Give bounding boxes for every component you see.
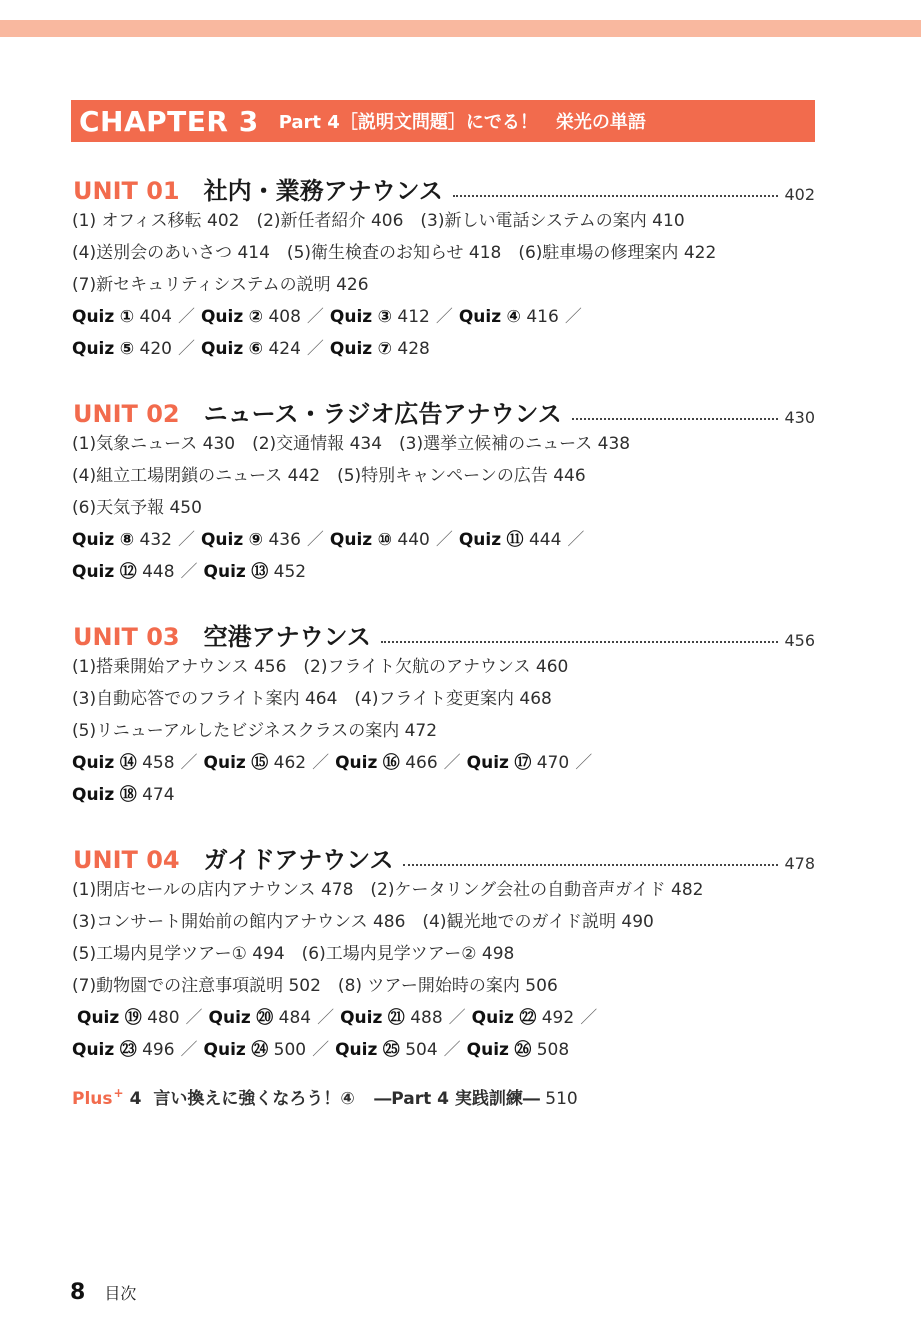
unit-number: UNIT 02	[73, 400, 180, 428]
separator-slash: ／	[435, 307, 453, 327]
quiz-number: ⑯	[382, 753, 400, 773]
quiz-link[interactable]	[330, 530, 430, 550]
unit-heading[interactable]	[73, 839, 815, 875]
separator-slash: ／	[306, 339, 324, 359]
quiz-label: Quiz	[458, 530, 502, 550]
quiz-number: ⑰	[514, 753, 532, 773]
quiz-link[interactable]	[204, 562, 307, 582]
quiz-page: 470	[536, 753, 570, 773]
quiz-link[interactable]	[335, 753, 438, 773]
unit-heading[interactable]	[73, 616, 815, 652]
separator-slash: ／	[317, 1008, 335, 1028]
leader-dots	[453, 195, 779, 197]
quiz-label: Quiz	[72, 562, 115, 582]
separator-slash: ／	[443, 1040, 461, 1060]
quiz-row	[72, 528, 590, 552]
separator-slash: ／	[443, 753, 461, 773]
plus-word: Plus	[72, 1089, 113, 1109]
quiz-number: ⑨	[248, 530, 264, 550]
quiz-number: ⑬	[251, 562, 269, 582]
quiz-link[interactable]	[459, 307, 559, 327]
separator-slash: ／	[435, 530, 453, 550]
unit-heading[interactable]	[73, 393, 815, 429]
quiz-link[interactable]	[201, 307, 301, 327]
quiz-page: 504	[405, 1040, 438, 1060]
quiz-label: Quiz	[203, 1040, 246, 1060]
toc-entry-line[interactable]: (1) オフィス移転 402 (2)新任者紹介 406 (3)新しい電話システムの案内 410	[72, 211, 685, 231]
quiz-label: Quiz	[200, 339, 244, 359]
leader-dots	[572, 418, 779, 420]
quiz-number: ㉓	[119, 1040, 137, 1060]
unit-heading[interactable]	[73, 170, 815, 206]
quiz-number: ⑲	[124, 1008, 142, 1028]
quiz-label: Quiz	[208, 1008, 251, 1028]
toc-entry-line[interactable]: (7)新セキュリティシステムの説明 426	[72, 275, 369, 295]
separator-slash: ／	[177, 307, 195, 327]
quiz-label: Quiz	[203, 562, 246, 582]
quiz-page: 480	[147, 1008, 180, 1028]
quiz-link[interactable]	[459, 530, 562, 550]
quiz-page: 436	[268, 530, 301, 550]
quiz-row	[72, 337, 430, 361]
quiz-page: 408	[268, 307, 301, 327]
toc-entry-line[interactable]: (3)コンサート開始前の館内アナウンス 486 (4)観光地でのガイド説明 490	[72, 912, 654, 932]
quiz-link[interactable]	[77, 1008, 180, 1028]
quiz-page: 474	[142, 785, 175, 805]
plus-suffix	[374, 1089, 540, 1109]
unit-title: ニュース・ラジオ広告アナウンス	[203, 400, 562, 428]
quiz-label: Quiz	[72, 339, 115, 359]
unit-page-number: 402	[784, 185, 815, 204]
unit-number: UNIT 03	[73, 623, 180, 651]
separator-slash: ／	[564, 307, 582, 327]
quiz-page: 492	[541, 1008, 575, 1028]
quiz-number: ⑮	[251, 753, 269, 773]
quiz-row	[72, 751, 598, 775]
quiz-link[interactable]	[72, 562, 175, 582]
quiz-page: 496	[142, 1040, 175, 1060]
quiz-number: ①	[119, 307, 135, 327]
quiz-label: Quiz	[471, 1008, 514, 1028]
quiz-label: Quiz	[72, 307, 115, 327]
separator-slash: ／	[575, 753, 593, 773]
quiz-label: Quiz	[329, 307, 373, 327]
quiz-page: 416	[526, 307, 559, 327]
quiz-link[interactable]	[201, 339, 301, 359]
quiz-page: 440	[397, 530, 430, 550]
toc-entry-line[interactable]: (3)自動応答でのフライト案内 464 (4)フライト変更案内 468	[72, 689, 552, 709]
unit-number: UNIT 01	[73, 177, 180, 205]
quiz-label: Quiz	[329, 339, 373, 359]
quiz-label: Quiz	[200, 307, 244, 327]
plus-entry[interactable]	[72, 1086, 578, 1112]
quiz-link[interactable]	[72, 530, 172, 550]
quiz-row	[72, 1038, 569, 1062]
quiz-number: ㉖	[514, 1040, 532, 1060]
toc-entry-line[interactable]: (4)組立工場閉鎖のニュース 442 (5)特別キャンペーンの広告 446	[72, 466, 586, 486]
quiz-page: 428	[397, 339, 430, 359]
separator-slash: ／	[312, 1040, 330, 1060]
quiz-row	[72, 783, 175, 807]
quiz-number: ⑳	[256, 1008, 274, 1028]
quiz-page: 444	[528, 530, 562, 550]
quiz-page: 448	[142, 562, 175, 582]
separator-slash: ／	[180, 1040, 198, 1060]
quiz-label: Quiz	[72, 753, 115, 773]
quiz-label: Quiz	[200, 530, 244, 550]
separator-slash: ／	[567, 530, 585, 550]
quiz-label: Quiz	[72, 530, 115, 550]
plus-page: 510	[545, 1089, 578, 1109]
quiz-number: ⑩	[377, 530, 392, 550]
quiz-link[interactable]	[72, 339, 172, 359]
quiz-label: Quiz	[466, 753, 509, 773]
quiz-link[interactable]	[72, 753, 175, 773]
quiz-page: 484	[278, 1008, 312, 1028]
quiz-link[interactable]	[72, 1040, 175, 1060]
separator-slash: ／	[580, 1008, 598, 1028]
leader-dots	[381, 641, 779, 643]
top-decorative-stripe	[0, 20, 921, 37]
separator-slash: ／	[306, 307, 324, 327]
quiz-link[interactable]	[330, 339, 430, 359]
quiz-page: 458	[142, 753, 175, 773]
quiz-link[interactable]	[204, 1040, 307, 1060]
quiz-number: ⑤	[119, 339, 135, 359]
separator-slash: ／	[312, 753, 330, 773]
separator-slash: ／	[177, 530, 195, 550]
separator-slash: ／	[180, 562, 198, 582]
quiz-link[interactable]	[467, 1040, 570, 1060]
unit-title: 空港アナウンス	[203, 623, 371, 651]
quiz-link[interactable]	[467, 753, 570, 773]
chapter-label: CHAPTER 3	[79, 104, 259, 138]
quiz-page: 404	[139, 307, 172, 327]
quiz-link[interactable]	[472, 1008, 575, 1028]
quiz-link[interactable]	[330, 307, 430, 327]
quiz-page: 466	[405, 753, 438, 773]
quiz-number: ②	[248, 307, 264, 327]
separator-slash: ／	[180, 753, 198, 773]
separator-slash: ／	[185, 1008, 203, 1028]
leader-dots	[403, 864, 778, 866]
plus-title: 言い換えに強くなろう！④	[153, 1089, 355, 1109]
quiz-link[interactable]	[72, 785, 175, 805]
quiz-label: Quiz	[458, 307, 502, 327]
quiz-number: ㉑	[387, 1008, 405, 1028]
quiz-link[interactable]	[201, 530, 301, 550]
quiz-page: 412	[397, 307, 430, 327]
footer-label: 目次	[104, 1284, 137, 1303]
chapter-title: Part 4［説明文問題］にでる！ 栄光の単語	[278, 112, 646, 133]
quiz-link[interactable]	[340, 1008, 443, 1028]
quiz-page: 420	[139, 339, 172, 359]
quiz-row	[72, 305, 588, 329]
quiz-link[interactable]	[204, 753, 307, 773]
quiz-label: Quiz	[72, 1040, 115, 1060]
toc-entry-line[interactable]: (1)搭乗開始アナウンス 456 (2)フライト欠航のアナウンス 460	[72, 657, 569, 677]
page-number: 8	[70, 1280, 86, 1305]
quiz-page: 508	[536, 1040, 570, 1060]
quiz-label: Quiz	[72, 785, 115, 805]
quiz-label: Quiz	[335, 1040, 378, 1060]
toc-entry-line[interactable]: (5)工場内見学ツアー① 494 (6)工場内見学ツアー② 498	[72, 944, 515, 964]
quiz-page: 424	[268, 339, 301, 359]
quiz-number: ④	[506, 307, 521, 327]
quiz-link[interactable]	[72, 307, 172, 327]
separator-slash: ／	[448, 1008, 466, 1028]
toc-entry-line[interactable]: (1)閉店セールの店内アナウンス 478 (2)ケータリング会社の自動音声ガイド 482	[72, 880, 704, 900]
quiz-label: Quiz	[466, 1040, 509, 1060]
quiz-page: 500	[273, 1040, 307, 1060]
quiz-number: ㉒	[519, 1008, 537, 1028]
page-footer	[70, 1280, 136, 1305]
quiz-page: 452	[273, 562, 307, 582]
plus-superscript: +	[113, 1086, 124, 1100]
quiz-number: ㉕	[382, 1040, 400, 1060]
quiz-label: Quiz	[335, 753, 378, 773]
quiz-page: 462	[273, 753, 307, 773]
unit-number: UNIT 04	[73, 846, 180, 874]
unit-title: 社内・業務アナウンス	[203, 177, 443, 205]
unit-title: ガイドアナウンス	[203, 846, 394, 874]
plus-number: 4	[129, 1089, 142, 1109]
quiz-number: ⑭	[119, 753, 137, 773]
separator-slash: ／	[306, 530, 324, 550]
toc-entry-line[interactable]: (1)気象ニュース 430 (2)交通情報 434 (3)選挙立候補のニュース 438	[72, 434, 631, 454]
quiz-label: Quiz	[77, 1008, 120, 1028]
quiz-number: ㉔	[251, 1040, 269, 1060]
unit-page-number: 478	[784, 854, 815, 873]
quiz-link[interactable]	[335, 1040, 438, 1060]
quiz-page: 432	[139, 530, 172, 550]
quiz-label: Quiz	[340, 1008, 383, 1028]
quiz-page: 488	[410, 1008, 443, 1028]
unit-page-number: 430	[784, 408, 815, 427]
plus-suffix-text: ―Part 4 実践訓練―	[374, 1089, 540, 1109]
chapter-banner	[71, 100, 815, 142]
toc-entry-line[interactable]: (4)送別会のあいさつ 414 (5)衛生検査のお知らせ 418 (6)駐車場の修理案内 422	[72, 243, 717, 263]
quiz-number: ⑥	[248, 339, 264, 359]
unit-page-number: 456	[784, 631, 815, 650]
toc-entry-line[interactable]: (6)天気予報 450	[72, 498, 202, 518]
quiz-row	[72, 560, 306, 584]
separator-slash: ／	[177, 339, 195, 359]
quiz-number: ⑫	[119, 562, 137, 582]
quiz-number: ③	[377, 307, 392, 327]
quiz-link[interactable]	[209, 1008, 312, 1028]
quiz-number: ⑱	[119, 785, 137, 805]
toc-entry-line[interactable]: (5)リニューアルしたビジネスクラスの案内 472	[72, 721, 438, 741]
quiz-label: Quiz	[203, 753, 246, 773]
quiz-number: ⑦	[377, 339, 392, 359]
quiz-number: ⑧	[119, 530, 135, 550]
toc-entry-line[interactable]: (7)動物園での注意事項説明 502 (8) ツアー開始時の案内 506	[72, 976, 558, 996]
quiz-row	[77, 1006, 603, 1030]
quiz-label: Quiz	[329, 530, 373, 550]
quiz-number: ⑪	[506, 530, 524, 550]
